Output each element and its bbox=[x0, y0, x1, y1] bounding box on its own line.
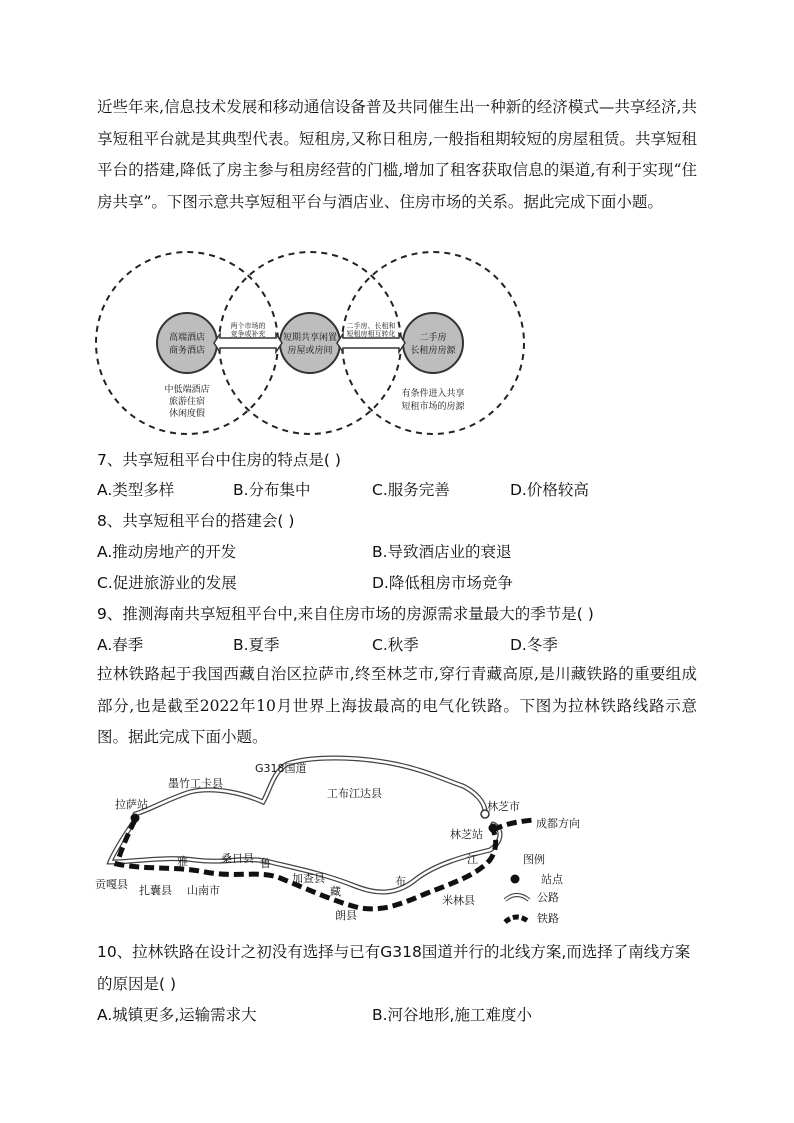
passage-sharing-economy: 近些年来,信息技术发展和移动通信设备普及共同催生出一种新的经济模式—共享经济,共享短租平台就是其典型代表。短租房,又称日租房,一般指租期较短的房屋租赁。共享短租平台的搭建,降低了房主参与租房经营的门槛,增加了租客获取信息的渠道,有利于实现“住房共享”。下图示意共享短租平台与酒店业、住房市场的关系。据此完成下面小题。 bbox=[97, 98, 697, 211]
label-river-bu: 布 bbox=[395, 875, 406, 888]
label-zhanang: 扎囊县 bbox=[139, 884, 172, 897]
q8-option-b[interactable]: B.导致酒店业的衰退 bbox=[372, 543, 512, 561]
hotel-core bbox=[157, 313, 217, 373]
q7-option-a[interactable]: A.类型多样 bbox=[97, 481, 175, 499]
q10-option-a[interactable]: A.城镇更多,运输需求大 bbox=[97, 1006, 257, 1024]
label-chengdu: 成都方向 bbox=[536, 817, 580, 830]
left-bottom-l3: 休闲度假 bbox=[168, 409, 206, 419]
q8-option-a[interactable]: A.推动房地产的开发 bbox=[97, 543, 237, 561]
lalin-railway-map bbox=[95, 750, 595, 925]
q9-option-c[interactable]: C.秋季 bbox=[372, 636, 419, 654]
linzhi-station-dot bbox=[489, 824, 498, 833]
label-jiacha: 加查县 bbox=[292, 872, 325, 885]
label-shannan: 山南市 bbox=[187, 884, 220, 897]
right-bottom-l1: 有条件进入共享 bbox=[401, 389, 465, 399]
q10-option-b[interactable]: B.河谷地形,施工难度小 bbox=[372, 1006, 532, 1024]
legend-station: 站点 bbox=[541, 873, 563, 886]
label-mozhu: 墨竹工卡县 bbox=[168, 777, 223, 790]
mid-core-l1: 短期共享闲置 bbox=[282, 333, 338, 343]
label-river-zang: 藏 bbox=[330, 885, 341, 898]
q8-option-c[interactable]: C.促进旅游业的发展 bbox=[97, 574, 237, 592]
right-core-l2: 长租房房源 bbox=[410, 346, 456, 356]
q7-option-c[interactable]: C.服务完善 bbox=[372, 481, 450, 499]
lhasa-station-dot bbox=[131, 814, 140, 823]
left-core-l1: 高端酒店 bbox=[168, 333, 206, 343]
left-bottom-l2: 旅游住宿 bbox=[168, 397, 206, 407]
q7-option-b[interactable]: B.分布集中 bbox=[233, 481, 311, 499]
label-milin: 米林县 bbox=[442, 894, 475, 907]
arrow1-l2: 竞争或补充 bbox=[230, 330, 266, 338]
right-core-l1: 二手房 bbox=[419, 333, 447, 343]
arrow2-l2: 短租房相互转化 bbox=[346, 330, 396, 338]
left-core-l2: 商务酒店 bbox=[168, 346, 206, 356]
left-bottom-l1: 中低端酒店 bbox=[164, 385, 210, 395]
question-10-stem-line1: 10、拉林铁路在设计之初没有选择与已有G318国道并行的北线方案,而选择了南线方案 bbox=[97, 943, 691, 961]
label-gongbu: 工布江达县 bbox=[327, 787, 382, 800]
label-g318: G318国道 bbox=[255, 762, 307, 775]
railway-to-chengdu bbox=[493, 820, 533, 830]
q9-option-d[interactable]: D.冬季 bbox=[510, 636, 558, 654]
q7-option-d[interactable]: D.价格较高 bbox=[510, 481, 589, 499]
right-bottom-l2: 短租市场的房源 bbox=[401, 402, 465, 412]
platform-core bbox=[280, 313, 340, 373]
label-linzhi-city: 林芝市 bbox=[487, 800, 520, 813]
housing-core bbox=[403, 313, 463, 373]
sharing-platform-diagram bbox=[90, 245, 530, 445]
question-8-stem: 8、共享短租平台的搭建会( ) bbox=[97, 512, 295, 530]
q8-option-d[interactable]: D.降低租房市场竞争 bbox=[372, 574, 513, 592]
legend-rail: 铁路 bbox=[537, 912, 559, 925]
question-7-stem: 7、共享短租平台中住房的特点是( ) bbox=[97, 451, 341, 469]
legend-rail-icon bbox=[505, 917, 529, 922]
label-langxian: 朗县 bbox=[335, 909, 357, 922]
label-sangri: 桑日县 bbox=[221, 852, 254, 865]
question-10-stem-line2: 的原因是( ) bbox=[97, 975, 177, 993]
label-river-ya: 雅 bbox=[177, 855, 188, 868]
q9-option-b[interactable]: B.夏季 bbox=[233, 636, 280, 654]
legend-road: 公路 bbox=[537, 891, 559, 904]
arrow2-l1: 二手房、长租和 bbox=[346, 322, 396, 330]
legend-station-icon bbox=[511, 875, 520, 884]
label-lhasa: 拉萨站 bbox=[115, 798, 148, 811]
mid-core-l2: 房屋或房间 bbox=[287, 346, 333, 356]
label-linzhi-station: 林芝站 bbox=[450, 828, 483, 841]
passage-lalin-railway: 拉林铁路起于我国西藏自治区拉萨市,终至林芝市,穿行青藏高原,是川藏铁路的重要组成部分,也是截至2022年10月世界上海拔最高的电气化铁路。下图为拉林铁路线路示意图。据此完成下面小题。 bbox=[97, 665, 697, 746]
legend-title: 图例 bbox=[523, 853, 545, 866]
label-river-lu: 鲁 bbox=[260, 857, 271, 870]
q9-option-a[interactable]: A.春季 bbox=[97, 636, 144, 654]
label-river-jiang: 江 bbox=[467, 853, 478, 866]
label-gongga: 贡嘎县 bbox=[95, 878, 128, 891]
arrow1-l1: 两个市场的 bbox=[230, 322, 266, 330]
question-9-stem: 9、推测海南共享短租平台中,来自住房市场的房源需求量最大的季节是( ) bbox=[97, 605, 594, 623]
